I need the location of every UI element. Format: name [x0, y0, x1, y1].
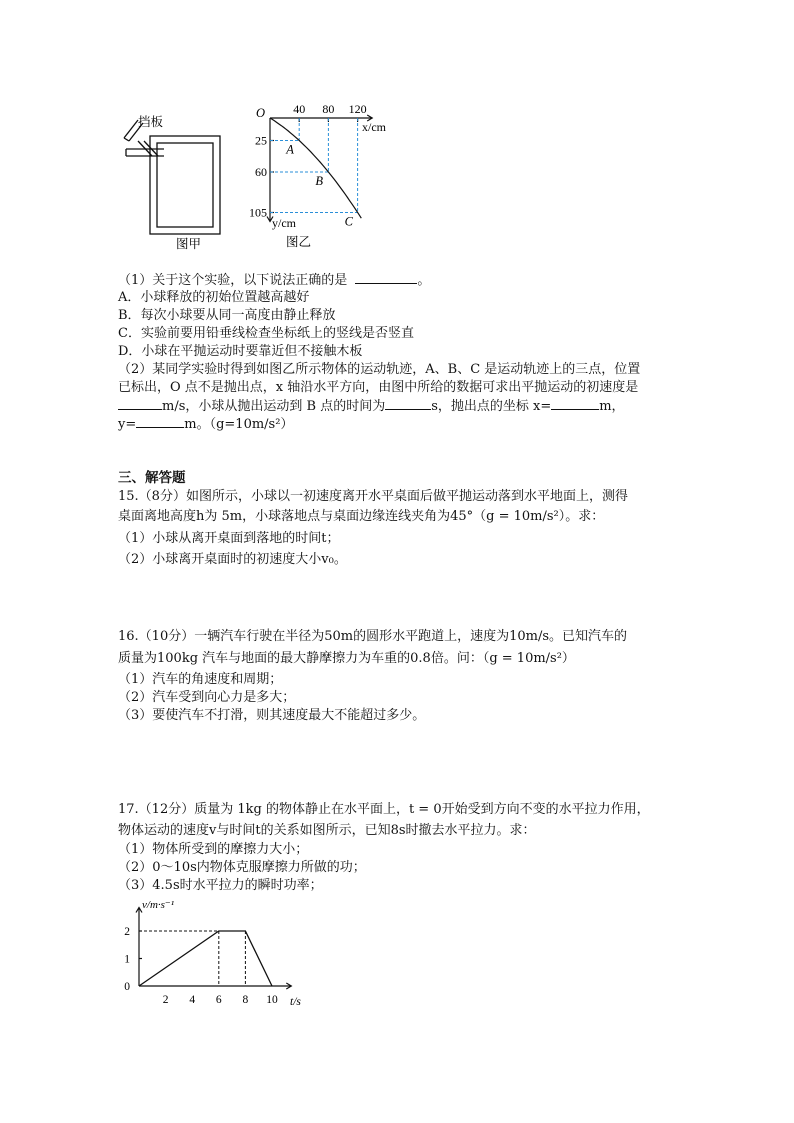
y-axis-label: y/cm	[272, 216, 296, 230]
answer-blank-x[interactable]	[551, 397, 599, 410]
y-tick-label: 1	[124, 953, 130, 966]
figure-jia	[112, 108, 232, 253]
point-label-a: A	[286, 142, 294, 157]
y-tick-label: 0	[124, 981, 130, 993]
trajectory-curve	[270, 118, 361, 218]
q16-line1: 16.（10分）一辆汽车行驶在半径为50m的圆形水平跑道上，速度为10m/s。已知汽车的	[118, 629, 628, 644]
q14-part2-line3: m/s，小球从抛出运动到 B 点的时间为 s，抛出点的坐标 x= m，	[118, 397, 625, 416]
vt-chart	[112, 893, 322, 1008]
q15-line1: 15.（8分）如图所示，小球以一初速度离开水平桌面后做平抛运动落到水平地面上，测得	[118, 489, 628, 504]
q17-line4: （2）0～10s内物体克服摩擦力所做的功；	[118, 860, 366, 875]
series-line	[139, 931, 272, 986]
point-label-b: B	[315, 174, 324, 188]
y-tick-label: 105	[249, 205, 267, 220]
x-tick-label: 10	[266, 994, 278, 1006]
answer-blank-time[interactable]	[385, 397, 431, 410]
section-title: 三、解答题	[118, 470, 186, 486]
figure-yi	[240, 96, 400, 256]
caption-yi: 图乙	[286, 235, 312, 249]
y-tick-label: 2	[124, 926, 130, 938]
q14-part2-line1: （2）某同学实验时得到如图乙所示物体的运动轨迹，A、B、C 是运动轨迹上的三点，位置	[118, 362, 641, 377]
caption-jia: 图甲	[176, 237, 202, 251]
q14-option-b: B．每次小球要从同一高度由静止释放	[118, 308, 336, 323]
answer-blank[interactable]	[355, 271, 417, 284]
q17-line5: （3）4.5s时水平拉力的瞬时功率；	[118, 878, 323, 893]
q16-line5: （3）要使汽车不打滑，则其速度最大不能超过多少。	[118, 708, 426, 723]
point-label-c: C	[344, 214, 353, 229]
x-tick-label: 40	[293, 102, 306, 116]
q16-line2: 质量为100kg 汽车与地面的最大静摩擦力为车重的0.8倍。问：（g = 10m/s²）	[118, 651, 575, 666]
x-tick-label: 4	[189, 994, 196, 1006]
answer-blank-y[interactable]	[136, 415, 184, 428]
q15-line2: 桌面离地高度h为 5m，小球落地点与桌面边缘连线夹角为45°（g = 10m/s²）。求：	[118, 509, 605, 524]
q16-line4: （2）汽车受到向心力是多大；	[118, 690, 296, 705]
y-tick-label: 25	[255, 133, 267, 148]
x-axis-label: t/s	[290, 996, 301, 1008]
q17-line2: 物体运动的速度v与时间t的关系如图所示，已知8s时撤去水平拉力。求：	[118, 823, 536, 838]
y-axis-label: v/m·s⁻¹	[142, 899, 175, 911]
x-tick-label: 80	[322, 102, 335, 116]
y-tick-label: 60	[255, 165, 267, 179]
q14-part2-line4: y= m。（g=10m/s²）	[118, 417, 294, 432]
q17-line3: （1）物体所受到的摩擦力大小；	[118, 842, 309, 857]
q15-line4: （2）小球离开桌面时的初速度大小v₀。	[118, 552, 347, 567]
x-axis-label: x/cm	[362, 120, 386, 134]
q16-line3: （1）汽车的角速度和周期；	[118, 672, 283, 687]
origin-label: O	[256, 106, 266, 120]
q14-option-a: A．小球释放的初始位置越高越好	[118, 290, 310, 305]
x-tick-label: 6	[215, 994, 222, 1006]
q17-line1: 17.（12分）质量为 1kg 的物体静止在水平面上，t = 0开始受到方向不变的水平拉力作用，	[118, 802, 650, 817]
x-tick-label: 2	[162, 994, 169, 1006]
label-dangban: 挡板	[138, 115, 164, 129]
board-frame	[150, 136, 220, 234]
x-tick-label: 120	[348, 102, 367, 116]
q14-part2-line2: 已标出，O 点不是抛出点，x 轴沿水平方向，由图中所给的数据可求出平抛运动的初速度是	[118, 380, 639, 395]
answer-blank-v0[interactable]	[118, 397, 162, 410]
q15-line3: （1）小球从离开桌面到落地的时间t；	[118, 531, 340, 546]
q14-option-d: D．小球在平抛运动时要靠近但不接触木板	[118, 344, 363, 359]
q14-option-c: C．实验前要用铅垂线检查坐标纸上的竖线是否竖直	[118, 326, 414, 341]
x-tick-label: 8	[242, 994, 249, 1006]
q14-part1: （1）关于这个实验，以下说法正确的是 。	[118, 273, 431, 288]
